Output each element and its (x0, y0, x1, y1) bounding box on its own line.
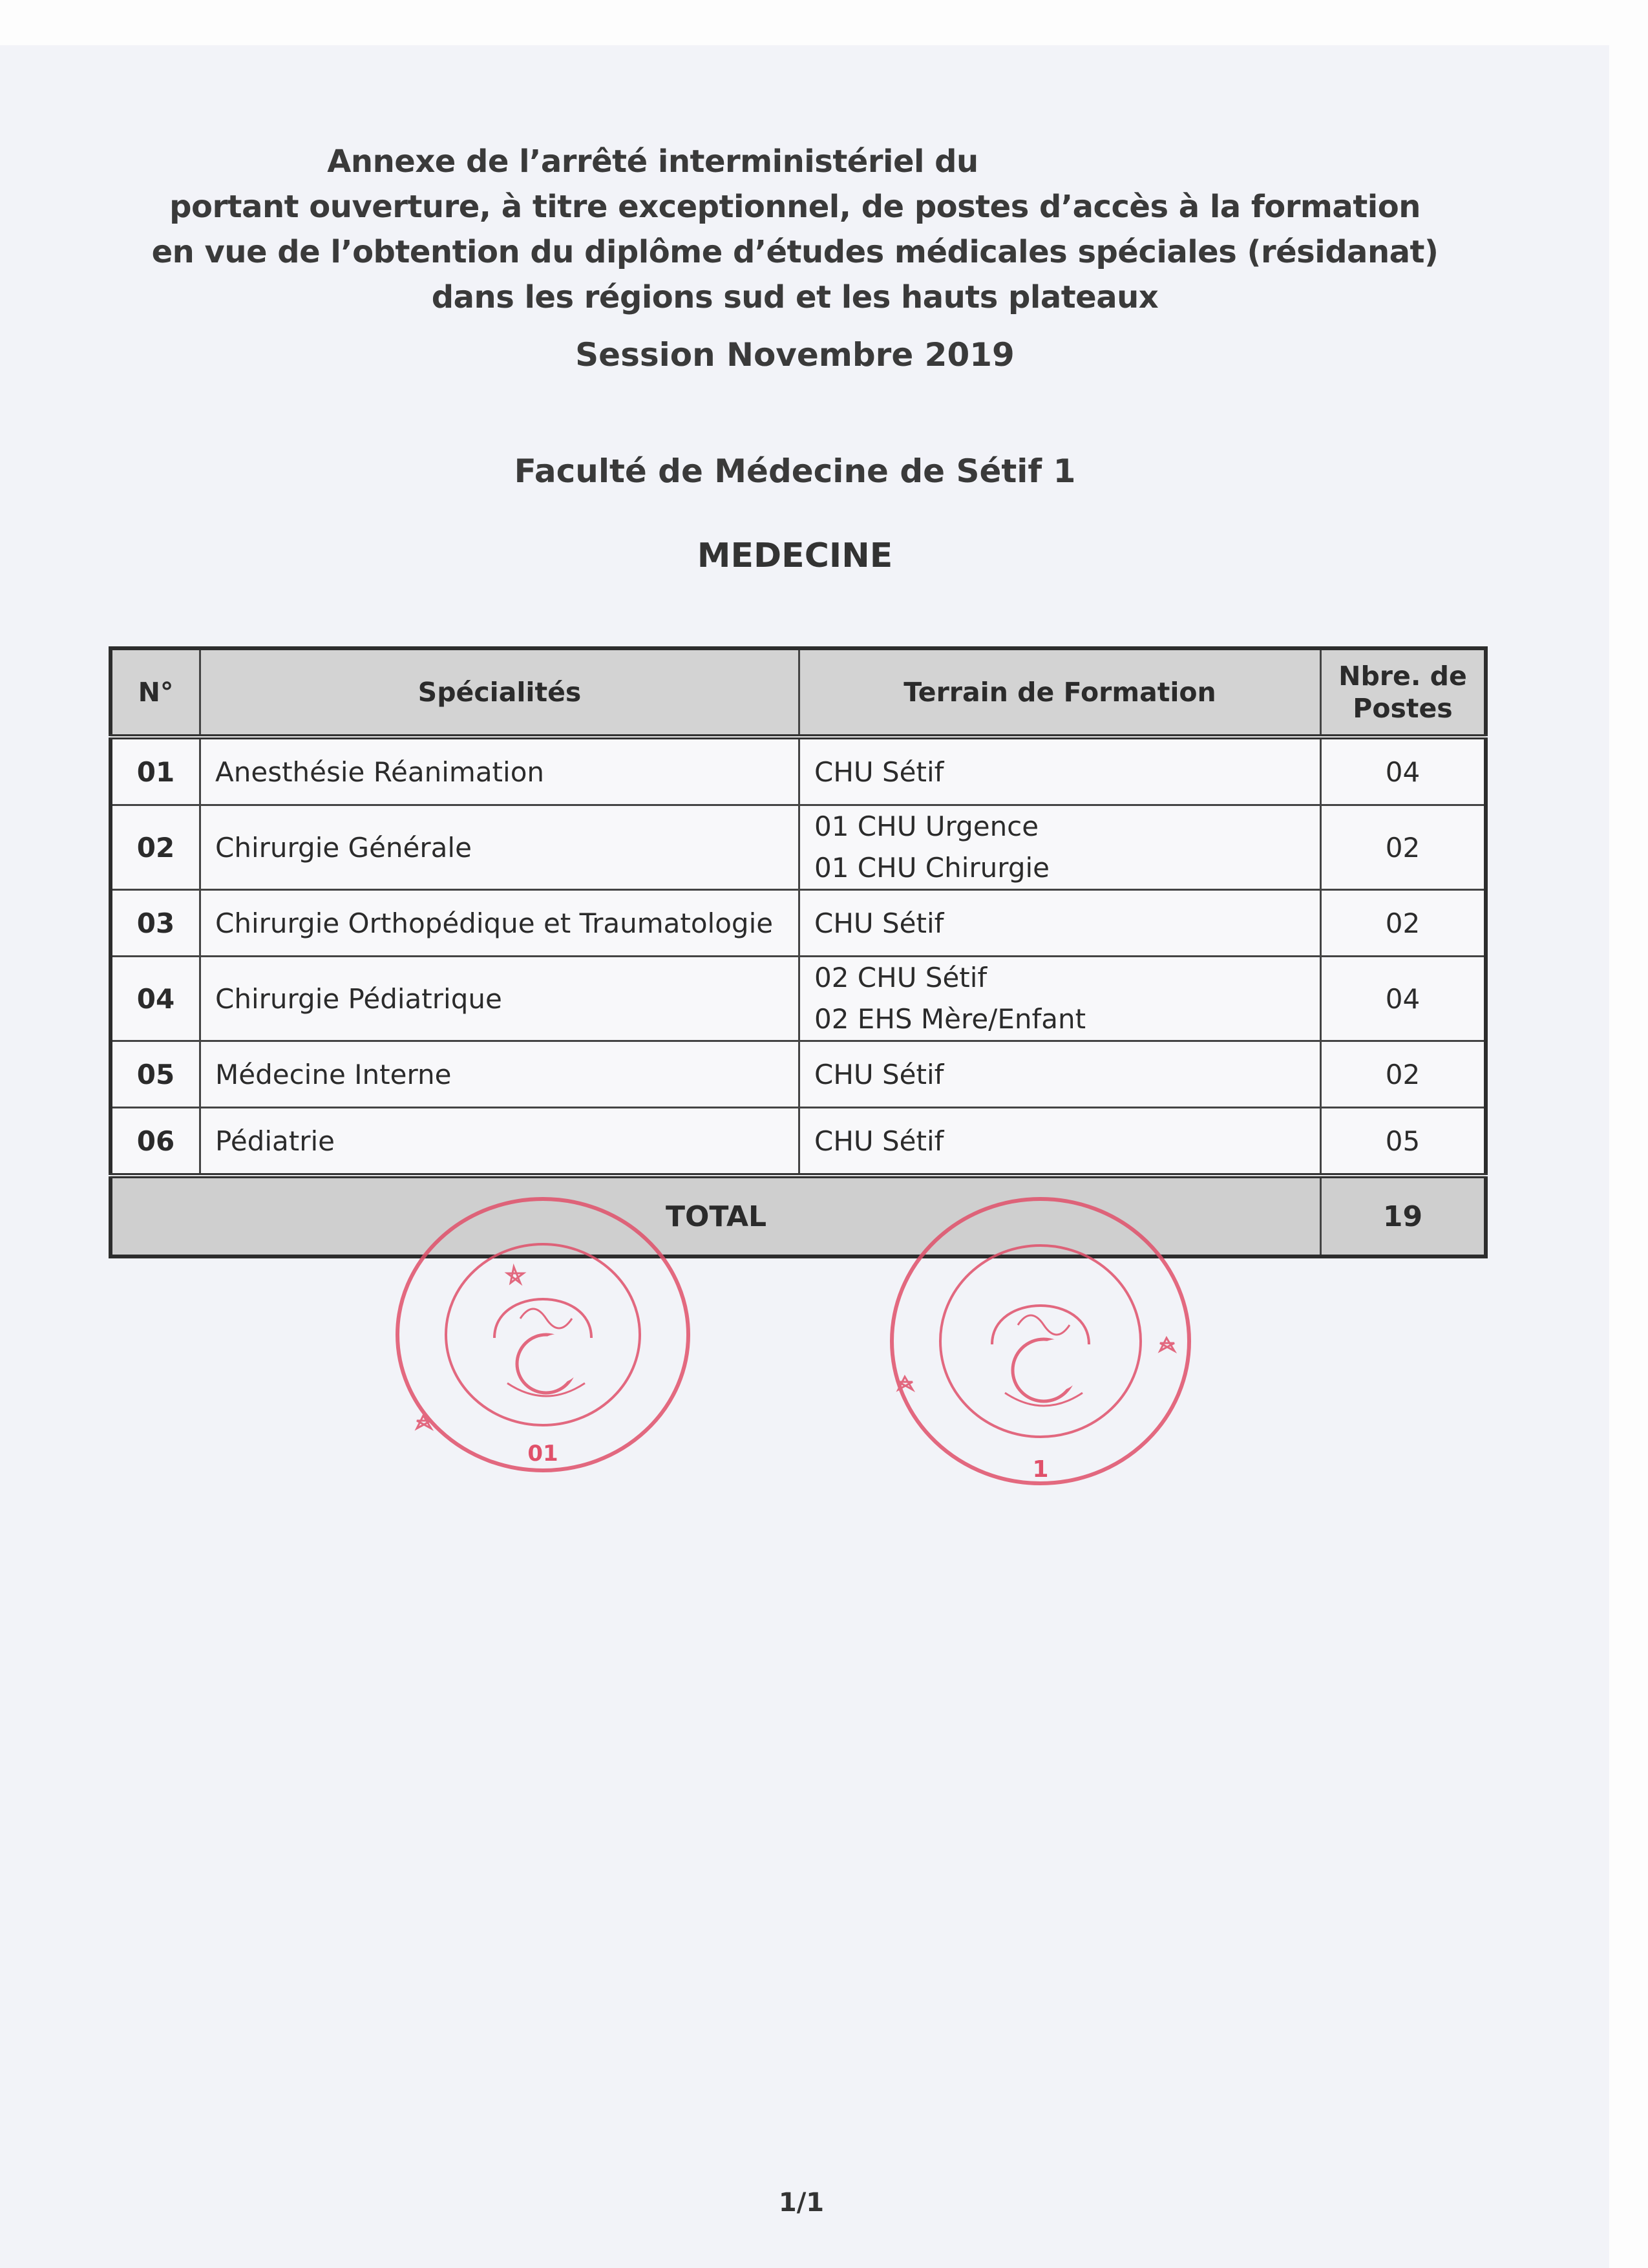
row-specialite: Chirurgie Orthopédique et Traumatologie (200, 890, 799, 957)
row-terrain-line: 01 CHU Urgence (814, 811, 1039, 842)
row-terrain-line: 01 CHU Chirurgie (814, 852, 1050, 884)
row-terrain-line: CHU Sétif (814, 756, 944, 788)
row-terrain-line: 02 CHU Sétif (814, 962, 988, 993)
table-row (111, 737, 1486, 805)
row-terrain (799, 957, 1321, 1041)
row-postes: 02 (1321, 805, 1486, 890)
row-num: 04 (111, 957, 200, 1041)
row-postes: 04 (1321, 737, 1486, 805)
stamp-number-right: 1 (1032, 1456, 1049, 1483)
col-header-specialite: Spécialités (200, 648, 799, 737)
header-line-3: en vue de l’obtention du diplôme d’études médicales spéciales (résidanat) (151, 234, 1439, 270)
official-stamp-right (882, 1189, 1199, 1500)
row-num: 05 (111, 1041, 200, 1108)
row-terrain-line: CHU Sétif (814, 907, 944, 939)
row-num: 06 (111, 1108, 200, 1176)
row-terrain (799, 737, 1321, 805)
total-value: 19 (1321, 1176, 1486, 1256)
scan-margin-top (0, 0, 1648, 45)
table-total-row (111, 1176, 1486, 1256)
row-postes: 05 (1321, 1108, 1486, 1176)
star-icon (898, 1377, 913, 1390)
row-terrain (799, 1108, 1321, 1176)
row-specialite: Anesthésie Réanimation (200, 737, 799, 805)
row-specialite: Médecine Interne (200, 1041, 799, 1108)
col-header-postes-line2: Postes (1353, 693, 1453, 724)
table-row (111, 890, 1486, 957)
total-label: TOTAL (111, 1176, 1321, 1256)
row-terrain (799, 805, 1321, 890)
row-postes: 04 (1321, 957, 1486, 1041)
session-title: Session Novembre 2019 (575, 336, 1015, 374)
header-line-1: Annexe de l’arrêté interministériel du (327, 143, 978, 180)
stamp-number-left: 01 (527, 1441, 558, 1467)
star-icon (507, 1267, 523, 1283)
row-postes: 02 (1321, 1041, 1486, 1108)
col-header-postes-line1: Nbre. de (1338, 661, 1467, 692)
document-header (0, 139, 1590, 320)
row-specialite: Chirurgie Générale (200, 805, 799, 890)
row-num: 01 (111, 737, 200, 805)
row-specialite: Pédiatrie (200, 1108, 799, 1176)
row-terrain-line: CHU Sétif (814, 1058, 944, 1090)
header-line-2: portant ouverture, à titre exceptionnel, de postes d’accès à la formation (169, 189, 1421, 225)
table-row (111, 1108, 1486, 1176)
row-terrain (799, 1041, 1321, 1108)
emblem-arc (494, 1299, 591, 1338)
row-num: 02 (111, 805, 200, 890)
header-line-4: dans les régions sud et les hauts plateaux (431, 279, 1159, 315)
col-header-terrain: Terrain de Formation (799, 648, 1321, 737)
col-header-postes (1321, 648, 1486, 737)
row-postes: 02 (1321, 890, 1486, 957)
section-title: MEDECINE (697, 536, 893, 575)
faculty-title: Faculté de Médecine de Sétif 1 (514, 452, 1076, 490)
col-header-num: N° (111, 648, 200, 737)
row-specialite: Chirurgie Pédiatrique (200, 957, 799, 1041)
row-terrain (799, 890, 1321, 957)
postes-table (109, 646, 1488, 1258)
stamp-inner-ring (940, 1245, 1141, 1437)
page-number: 1/1 (778, 2188, 825, 2218)
row-terrain-line: CHU Sétif (814, 1125, 944, 1157)
table-row (111, 1041, 1486, 1108)
star-icon (1160, 1338, 1174, 1351)
stamp-outer-ring (892, 1199, 1189, 1483)
table-header-row (111, 648, 1486, 737)
table-row (111, 805, 1486, 890)
official-stamp-left (385, 1189, 701, 1487)
row-num: 03 (111, 890, 200, 957)
scan-margin-right (1609, 0, 1648, 2268)
table-row (111, 957, 1486, 1041)
row-terrain-line: 02 EHS Mère/Enfant (814, 1003, 1086, 1035)
